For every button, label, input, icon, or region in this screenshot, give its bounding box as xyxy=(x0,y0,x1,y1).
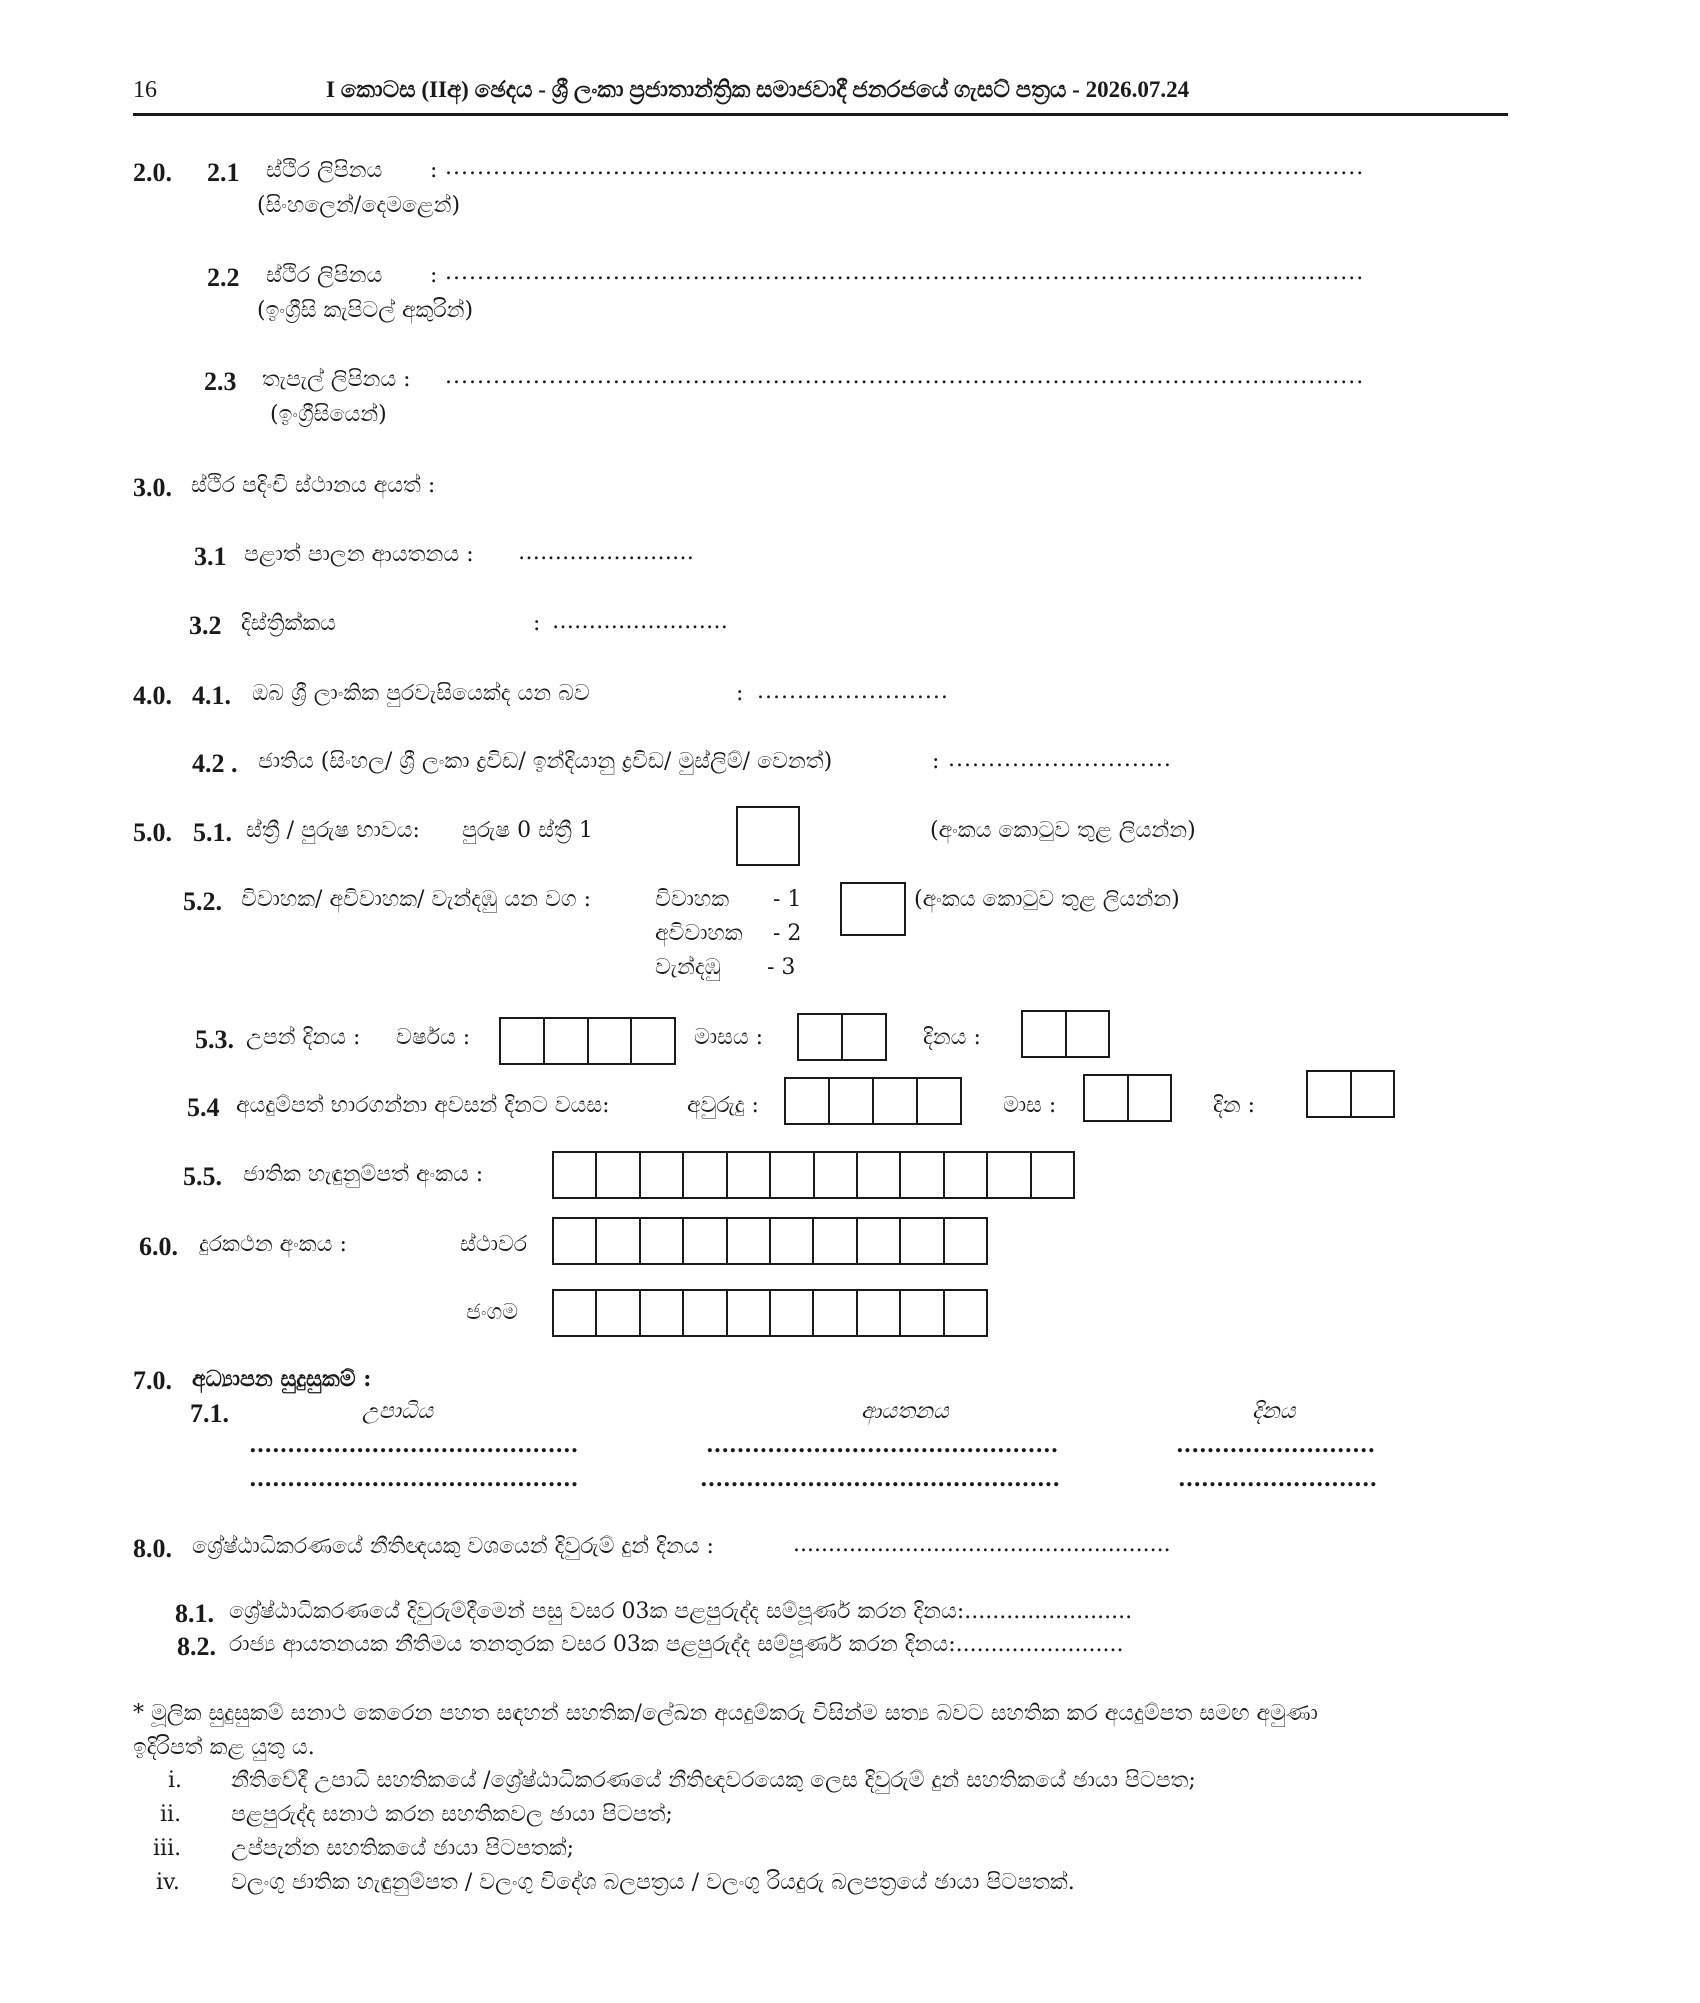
phone-mobile-boxes[interactable] xyxy=(552,1289,988,1337)
section-5-5-label: ජාතික හැඳුනුම්පත් අංකය : xyxy=(243,1162,484,1187)
column-degree: උපාධිය xyxy=(362,1399,434,1424)
section-2-1-sub: (සිංහලෙන්/දෙමළෙන්) xyxy=(257,193,461,218)
header-rule xyxy=(133,113,1508,116)
section-5-4-label: අයදුම්පත් භාරගන්නා අවසන් දිනට වයස: xyxy=(236,1093,610,1118)
section-5-number: 5.0. xyxy=(133,818,172,847)
birth-month-boxes[interactable] xyxy=(797,1013,887,1061)
section-3-2-label: දිස්ත්‍රික්කය xyxy=(241,611,336,636)
section-5-1-hint: (අංකය කොටුව තුළ ලියන්න) xyxy=(930,818,1196,843)
note-item-number: iii. xyxy=(153,1836,182,1861)
section-5-1-label: ස්ත්‍රී / පුරුෂ භාවය: xyxy=(246,818,420,843)
section-4-1-label: ඔබ ශ්‍රී ලාංකික පුරවැසියෙක්ද යන බව xyxy=(252,681,590,706)
section-2-1-colon: : xyxy=(430,158,438,183)
section-2-3-sub: (ඉංග්‍රීසියෙන්) xyxy=(270,402,387,427)
marital-code-box[interactable] xyxy=(840,882,906,936)
phone-mobile-label: ජංගම xyxy=(466,1300,519,1325)
note-item-text: නීතිවේදී උපාධි සහතිකයේ /ශ්‍රේෂ්ඨාධිකරණයේ නීතිඥවරයෙකු ලෙස දිවුරුම් දුන් සහතිකයේ ඡායා පිටපත; xyxy=(231,1768,1196,1793)
marital-code-3: - 3 xyxy=(767,955,796,980)
section-3-label: ස්ථිර පදිංචි ස්ථානය අයත් : xyxy=(191,473,436,498)
section-4-2-field[interactable]: ............................ xyxy=(948,747,1172,772)
gender-code-box[interactable] xyxy=(736,806,800,866)
section-5-5-number: 5.5. xyxy=(183,1162,222,1191)
birth-year-label: වර්ෂය : xyxy=(396,1025,471,1050)
note-line-1: * මූලික සුදුසුකම් සනාථ කෙරෙන පහත සඳහන් සහතික/ලේඛන අයදුම්කරු විසින්ම සත්‍ය බවට සහතික කර අයදුම්පත සමඟ අමුණා xyxy=(133,1701,1318,1726)
section-5-3-label: උපන් දිනය : xyxy=(246,1025,361,1050)
marital-code-2: - 2 xyxy=(773,921,802,946)
section-2-2-colon: : xyxy=(430,263,438,288)
section-4-2-number: 4.2 . xyxy=(192,749,238,778)
section-2-1-number: 2.1 xyxy=(207,158,240,187)
note-item-text: පළපුරුද්ද සනාථ කරන සහතිකවල ඡායා පිටපත්; xyxy=(231,1802,673,1827)
edu-row2-date[interactable]: .......................... xyxy=(1178,1466,1378,1492)
column-date: දිනය xyxy=(1252,1399,1296,1424)
section-3-1-number: 3.1 xyxy=(194,542,227,571)
section-3-2-field[interactable]: …………………… xyxy=(552,609,728,634)
section-4-1-number: 4.1. xyxy=(192,681,231,710)
section-2-2-label: ස්ථිර ලිපිනය xyxy=(266,263,383,288)
section-2-number: 2.0. xyxy=(133,158,172,187)
section-8-label: ශ්‍රේෂ්ඨාධිකරණයේ නීතිඥයකු වශයෙන් දිවුරුම් දුන් දිනය : xyxy=(192,1534,714,1559)
section-8-2-text[interactable]: රාජ්‍ය ආයතනයක නීතිමය තනතුරක වසර 03ක පළපුරුද්ද සම්පූර්ණ කරන දිනය:........................ xyxy=(229,1632,1124,1657)
note-item-number: iv. xyxy=(156,1870,180,1895)
phone-fixed-label: ස්ථාවර xyxy=(460,1232,528,1257)
section-4-1-field[interactable]: ........................ xyxy=(757,679,949,704)
section-6-label: දුරකථන අංකය : xyxy=(199,1232,347,1257)
age-years-label: අවුරුදු : xyxy=(687,1093,759,1118)
section-5-2-hint: (අංකය කොටුව තුළ ලියන්න) xyxy=(914,887,1180,912)
section-5-2-label: විවාහක/ අවිවාහක/ වැන්දඹු යන වග : xyxy=(241,887,591,912)
marital-option-married: විවාහක xyxy=(655,887,730,912)
section-8-1-number: 8.1. xyxy=(175,1599,214,1628)
edu-row1-date[interactable]: .......................... xyxy=(1176,1432,1376,1458)
section-3-number: 3.0. xyxy=(133,473,172,502)
note-item-text: උප්පැන්න සහතිකයේ ඡායා පිටපතක්; xyxy=(231,1836,575,1861)
section-5-2-number: 5.2. xyxy=(183,887,222,916)
section-2-2-field[interactable]: ................................................................................................................... xyxy=(445,260,1365,285)
age-days-boxes[interactable] xyxy=(1306,1070,1395,1118)
birth-day-boxes[interactable] xyxy=(1021,1010,1110,1058)
section-3-2-colon: : xyxy=(533,611,541,636)
marital-code-1: - 1 xyxy=(773,887,802,912)
section-5-3-number: 5.3. xyxy=(195,1025,234,1054)
marital-option-widowed: වැන්දඹු xyxy=(655,955,721,980)
section-4-2-colon: : xyxy=(932,749,940,774)
nic-number-boxes[interactable] xyxy=(552,1151,1075,1199)
section-5-4-number: 5.4 xyxy=(187,1093,220,1122)
section-4-1-colon: : xyxy=(736,681,744,706)
birth-year-boxes[interactable] xyxy=(499,1017,676,1065)
marital-option-unmarried: අවිවාහක xyxy=(655,921,743,946)
section-2-2-sub: (ඉංග්‍රීසි කැපිටල් අකුරින්) xyxy=(257,298,474,323)
section-2-3-field[interactable]: ................................................................................................................... xyxy=(445,364,1365,389)
age-days-label: දින : xyxy=(1213,1093,1256,1118)
column-institute: ආයතනය xyxy=(861,1399,949,1424)
section-8-number: 8.0. xyxy=(133,1534,172,1563)
edu-row1-institute[interactable]: .............................................. xyxy=(706,1432,1059,1458)
section-5-1-options: පුරුෂ 0 ස්ත්‍රී 1 xyxy=(462,818,593,843)
section-2-2-number: 2.2 xyxy=(207,263,240,292)
edu-row2-degree[interactable]: ........................................... xyxy=(249,1466,579,1492)
section-7-number: 7.0. xyxy=(133,1366,172,1395)
phone-fixed-boxes[interactable] xyxy=(552,1217,988,1265)
age-months-label: මාස : xyxy=(1003,1093,1057,1118)
edu-row2-institute[interactable]: ............................................... xyxy=(700,1466,1060,1492)
note-item-number: i. xyxy=(168,1768,183,1793)
section-6-number: 6.0. xyxy=(139,1232,178,1261)
section-8-2-number: 8.2. xyxy=(177,1632,216,1661)
section-2-3-number: 2.3 xyxy=(204,367,237,396)
note-line-2: ඉදිරිපත් කළ යුතු ය. xyxy=(133,1735,315,1760)
section-2-1-label: ස්ථිර ලිපිනය xyxy=(266,158,383,183)
birth-day-label: දිනය : xyxy=(923,1025,981,1050)
age-months-boxes[interactable] xyxy=(1083,1074,1172,1122)
section-7-label: අධ්‍යාපන සුදුසුකම් : xyxy=(192,1366,372,1392)
page-number: 16 xyxy=(133,77,157,103)
section-3-1-field[interactable]: …………………… xyxy=(518,540,694,565)
edu-row1-degree[interactable]: ........................................... xyxy=(249,1432,579,1458)
section-4-number: 4.0. xyxy=(133,681,172,710)
section-7-1-number: 7.1. xyxy=(190,1399,229,1428)
section-4-2-label: ජාතිය (සිංහල/ ශ්‍රී ලංකා ද්‍රවිඩ/ ඉන්දියානු ද්‍රවිඩ/ මුස්ලිම්/ වෙනත්) xyxy=(258,749,833,774)
section-5-1-number: 5.1. xyxy=(193,818,232,847)
note-item-number: ii. xyxy=(160,1802,182,1827)
section-3-2-number: 3.2 xyxy=(189,611,222,640)
birth-month-label: මාසය : xyxy=(694,1025,764,1050)
gazette-header-title: I කොටස (IIඅ) ඡෙදය - ශ්‍රී ලංකා ප්‍රජාතාන්ත්‍රික සමාජවාදී ජනරජයේ ගැසට් පත්‍රය - 2026.07.24 xyxy=(326,77,1190,102)
age-years-boxes[interactable] xyxy=(784,1077,962,1125)
section-8-1-text[interactable]: ශ්‍රේෂ්ඨාධිකරණයේ දිවුරුම්දීමෙන් පසු වසර 03ක පළපුරුද්ද සම්පූර්ණ කරන දිනය:........................ xyxy=(229,1599,1133,1624)
note-item-text: වලංගු ජාතික හැඳුනුම්පත / වලංගු විදේශ බලපත්‍රය / වලංගු රියදුරු බලපත්‍රයේ ඡායා පිටපතක්. xyxy=(231,1870,1075,1895)
section-8-field[interactable]: ...................................................... xyxy=(793,1532,1171,1557)
section-2-3-label: තැපැල් ලිපිනය : xyxy=(262,367,411,392)
section-3-1-label: පළාත් පාලන ආයතනය : xyxy=(244,542,474,567)
section-2-1-field[interactable]: ................................................................................................................... xyxy=(445,155,1365,180)
